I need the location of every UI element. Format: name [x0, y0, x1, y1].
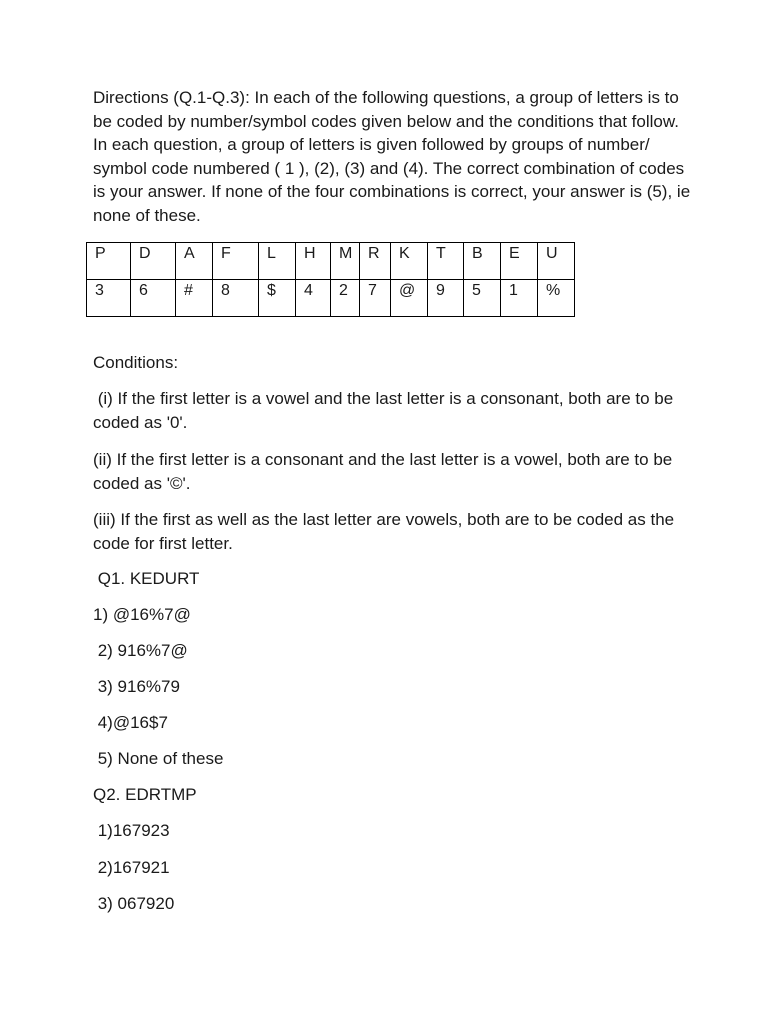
codes-row — [87, 280, 575, 317]
letter-cell: P — [87, 243, 131, 280]
code-cell: 8 — [213, 280, 259, 317]
code-cell: 3 — [87, 280, 131, 317]
letters-row — [87, 243, 575, 280]
directions-paragraph: Directions (Q.1-Q.3): In each of the following questions, a group of letters is to be coded by number/symbol codes given below and the conditions that follow. In each question, a group of letters is given followed by groups of number/ symbol code numbered ( 1 ), (2), (3) and (4). The correct combination of codes is your answer. If none of the four combinations is correct, your answer is (5), ie none of these. — [93, 88, 691, 225]
code-cell: 9 — [428, 280, 464, 317]
code-cell: $ — [259, 280, 296, 317]
code-cell: 5 — [464, 280, 501, 317]
code-cell: 7 — [360, 280, 391, 317]
condition-3: (iii) If the first as well as the last letter are vowels, both are to be coded as the code for first letter. — [93, 510, 675, 553]
code-cell: 1 — [501, 280, 538, 317]
code-cell: 6 — [131, 280, 176, 317]
q2-option-1: 1)167923 — [93, 821, 170, 840]
letter-cell: L — [259, 243, 296, 280]
code-table — [86, 242, 575, 317]
q1-option-1: 1) @16%7@ — [93, 605, 191, 624]
code-cell: # — [176, 280, 213, 317]
letter-cell: U — [538, 243, 575, 280]
letter-cell: A — [176, 243, 213, 280]
code-cell: @ — [391, 280, 428, 317]
q2-option-2: 2)167921 — [93, 858, 170, 877]
letter-cell: M — [331, 243, 360, 280]
code-cell: % — [538, 280, 575, 317]
letter-cell: R — [360, 243, 391, 280]
code-cell: 4 — [296, 280, 331, 317]
letter-cell: B — [464, 243, 501, 280]
q1-option-2: 2) 916%7@ — [93, 641, 188, 660]
condition-2: (ii) If the first letter is a consonant and the last letter is a vowel, both are to be coded as '©'. — [93, 450, 673, 493]
letter-cell: E — [501, 243, 538, 280]
q1-option-3: 3) 916%79 — [93, 677, 180, 696]
code-cell: 2 — [331, 280, 360, 317]
letter-cell: H — [296, 243, 331, 280]
condition-1: (i) If the first letter is a vowel and the last letter is a consonant, both are to be coded as '0'. — [93, 389, 678, 432]
q2-option-3: 3) 067920 — [93, 894, 175, 913]
question-2: Q2. EDRTMP — [93, 785, 197, 804]
conditions-heading: Conditions: — [93, 353, 179, 372]
q1-option-4: 4)@16$7 — [93, 713, 168, 732]
letter-cell: F — [213, 243, 259, 280]
question-1: Q1. KEDURT — [93, 569, 200, 588]
letter-cell: T — [428, 243, 464, 280]
letter-cell: D — [131, 243, 176, 280]
q1-option-5: 5) None of these — [93, 749, 224, 768]
letter-cell: K — [391, 243, 428, 280]
